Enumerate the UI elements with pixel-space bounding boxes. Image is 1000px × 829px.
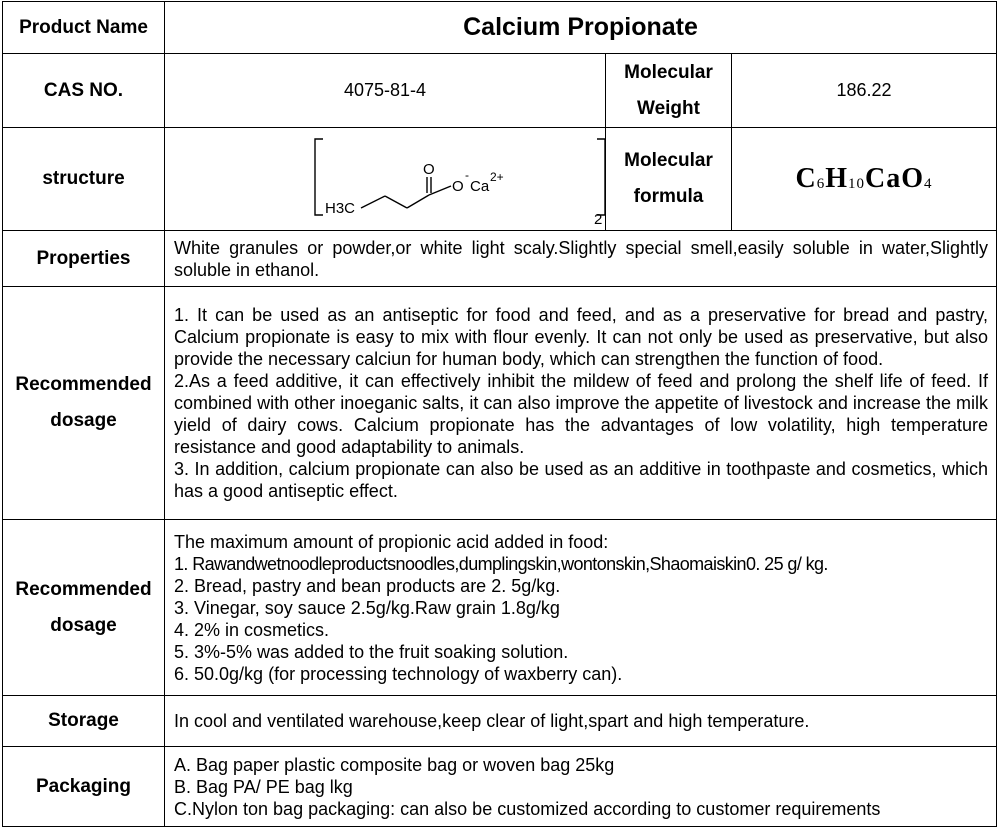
packaging-option-c: C.Nylon ton bag packaging: can also be customized according to customer requirements [174, 798, 881, 819]
cas-label: CAS NO. [3, 54, 165, 128]
formula-oxygen-count: 4 [924, 176, 933, 192]
structure-diagram-cell [165, 128, 606, 231]
max-amount-intro: The maximum amount of propionic acid added in food: [174, 531, 609, 552]
molecular-weight-value: 186.22 [732, 54, 997, 128]
row-cas [3, 54, 997, 128]
oxygen-minus-atom: O [452, 178, 464, 195]
calcium-charge: 2+ [490, 170, 504, 184]
bracket-subscript: 2 [594, 211, 603, 228]
max-amount-item-1: 1. Rawandwetnoodleproductsnoodles,dumplingskin,wontonskin,Shaomaiskin0. 25 g/ kg. [174, 553, 828, 574]
molecular-formula-value [732, 128, 997, 231]
structure-label: structure [3, 128, 165, 231]
negative-charge: - [465, 168, 469, 182]
recommended-dosage-label-1 [3, 287, 165, 520]
recommended-dosage-label-1-line2: dosage [50, 410, 117, 431]
product-name-value: Calcium Propionate [165, 2, 997, 54]
recommended-dosage-value-1 [165, 287, 997, 520]
properties-label: Properties [3, 231, 165, 287]
row-properties [3, 231, 997, 287]
row-storage [3, 696, 997, 747]
max-amount-item-3: 3. Vinegar, soy sauce 2.5g/kg.Raw grain 1.8g/kg [174, 597, 560, 618]
molecular-weight-label-line1: Molecular [624, 61, 713, 83]
molecular-weight-label [606, 54, 732, 128]
dosage-paragraph-1: 1. It can be used as an antiseptic for food and feed, and as a preservative for bread and pastry, Calcium propionate is easy to mix with flour evenly. It can not only be used as preservative, but also provide the necessary calciun for human body, which can strengthen the function of food. [174, 305, 989, 369]
formula-hydrogen-count: 10 [848, 176, 866, 192]
properties-value [165, 231, 997, 287]
properties-text: White granules or powder,or white light scaly.Slightly special smell,easily soluble in water,Slightly soluble in ethanol. [174, 237, 989, 280]
row-structure [3, 128, 997, 231]
cas-value: 4075-81-4 [165, 54, 606, 128]
packaging-value [165, 747, 997, 827]
packaging-option-b: B. Bag PA/ PE bag lkg [174, 776, 353, 797]
row-recommended-dosage-1 [3, 287, 997, 520]
max-amount-item-4: 4. 2% in cosmetics. [174, 619, 330, 640]
max-amount-item-2: 2. Bread, pastry and bean products are 2. 5g/kg. [174, 575, 561, 596]
recommended-dosage-label-1-line1: Recommended [15, 374, 152, 395]
formula-hydrogen: H [825, 163, 849, 194]
molecular-weight-label-line2: Weight [637, 97, 700, 119]
packaging-option-a: A. Bag paper plastic composite bag or woven bag 25kg [174, 754, 615, 775]
row-product-name [3, 2, 997, 54]
storage-label: Storage [3, 696, 165, 747]
oxygen-top-atom: O [423, 161, 435, 178]
packaging-label: Packaging [3, 747, 165, 827]
methyl-group: H3C [325, 200, 356, 217]
storage-value: In cool and ventilated warehouse,keep clear of light,spart and high temperature. [165, 696, 997, 747]
row-recommended-dosage-2 [3, 520, 997, 696]
formula-calcium-oxygen: CaO [865, 163, 925, 194]
recommended-dosage-label-2 [3, 520, 165, 696]
molecular-formula-label [606, 128, 732, 231]
dosage-paragraph-3: 3. In addition, calcium propionate can also be used as an additive in toothpaste and cosmetics, which has a good antiseptic effect. [174, 459, 989, 501]
molecular-formula-label-line2: formula [633, 186, 704, 207]
dosage-paragraph-2: 2.As a feed additive, it can effectively inhibit the mildew of feed and prolong the shelf life of feed. If combined with other inoeganic salts, it can also improve the appetite of livestock and increase the milk yield of dairy cows. Calcium propionate has the advantages of low volatility, high temperature resistance and good adaptability to animals. [174, 371, 989, 457]
recommended-dosage-value-2 [165, 520, 997, 696]
formula-carbon: C [795, 163, 817, 194]
product-name-label: Product Name [3, 2, 165, 54]
molecular-formula-label-line1: Molecular [624, 150, 713, 171]
calcium-atom: Ca [470, 178, 490, 195]
structure-diagram [165, 129, 605, 229]
recommended-dosage-label-2-line1: Recommended [15, 578, 152, 600]
max-amount-item-6: 6. 50.0g/kg (for processing technology of waxberry can). [174, 663, 623, 684]
recommended-dosage-label-2-line2: dosage [50, 614, 117, 636]
formula-carbon-count: 6 [816, 176, 826, 192]
specification-table [2, 1, 997, 827]
row-packaging [3, 747, 997, 827]
max-amount-item-5: 5. 3%-5% was added to the fruit soaking solution. [174, 641, 569, 662]
